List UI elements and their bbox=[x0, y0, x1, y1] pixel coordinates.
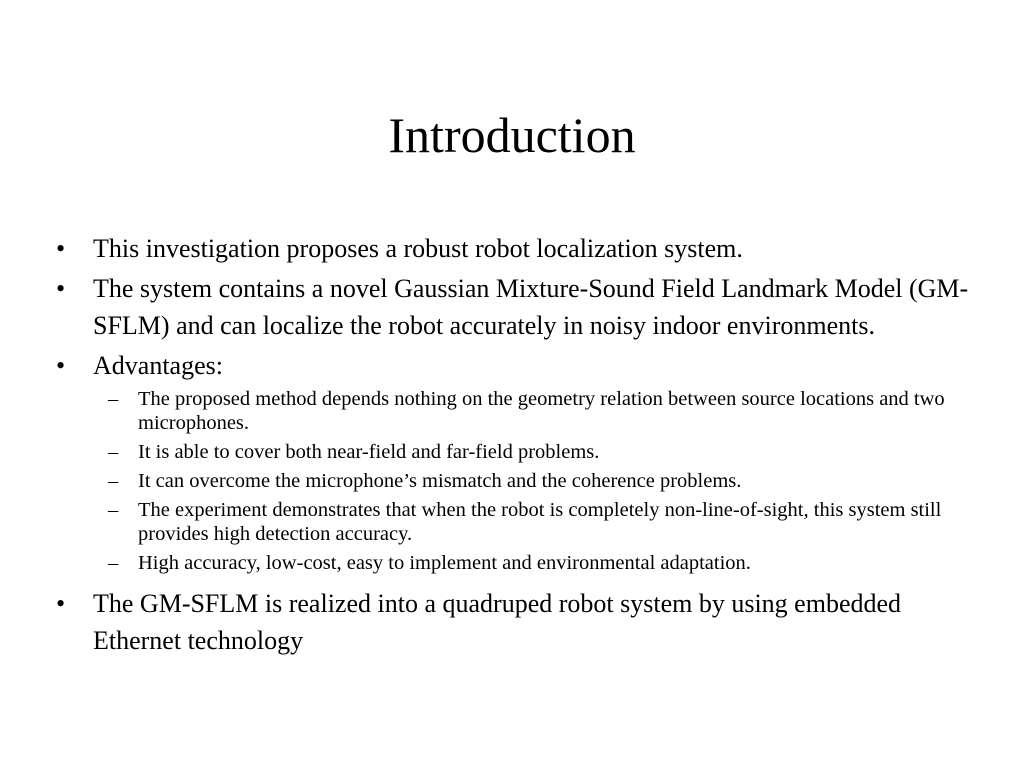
dash-marker: – bbox=[108, 441, 119, 463]
dash-marker: – bbox=[108, 499, 119, 521]
bullet-text: Advantages: bbox=[93, 351, 223, 380]
bullet-marker: • bbox=[56, 274, 66, 303]
bullet-marker: • bbox=[56, 589, 66, 618]
advantage-item bbox=[56, 551, 986, 575]
slide-content bbox=[56, 230, 986, 662]
advantage-text: The proposed method depends nothing on the geometry relation between source locations and two microphones. bbox=[138, 388, 945, 434]
bullet-text: The system contains a novel Gaussian Mixture-Sound Field Landmark Model (GM-SFLM) and can localize the robot accurately in noisy indoor environments. bbox=[93, 274, 969, 340]
advantages-list bbox=[56, 387, 986, 575]
advantage-text: It can overcome the microphone’s mismatch and the coherence problems. bbox=[138, 470, 742, 492]
dash-marker: – bbox=[108, 552, 119, 574]
advantage-item bbox=[56, 469, 986, 493]
dash-marker: – bbox=[108, 470, 119, 492]
advantage-item bbox=[56, 387, 986, 435]
advantage-text: It is able to cover both near-field and far-field problems. bbox=[138, 441, 600, 463]
slide-title: Introduction bbox=[388, 107, 636, 163]
bullet-marker: • bbox=[56, 234, 66, 263]
bullet-item bbox=[56, 230, 986, 267]
advantage-text: High accuracy, low-cost, easy to implement and environmental adaptation. bbox=[138, 552, 751, 574]
bullet-text: This investigation proposes a robust robot localization system. bbox=[93, 234, 743, 263]
bullet-item bbox=[56, 585, 986, 659]
advantage-item bbox=[56, 498, 986, 546]
bullet-marker: • bbox=[56, 351, 66, 380]
dash-marker: – bbox=[108, 388, 119, 410]
bullet-item bbox=[56, 270, 986, 344]
advantage-item bbox=[56, 440, 986, 464]
bullet-text: The GM-SFLM is realized into a quadruped robot system by using embedded Ethernet technology bbox=[93, 589, 902, 655]
bullet-item bbox=[56, 347, 986, 384]
advantage-text: The experiment demonstrates that when the robot is completely non-line-of-sight, this system still provides high detection accuracy. bbox=[138, 499, 942, 545]
